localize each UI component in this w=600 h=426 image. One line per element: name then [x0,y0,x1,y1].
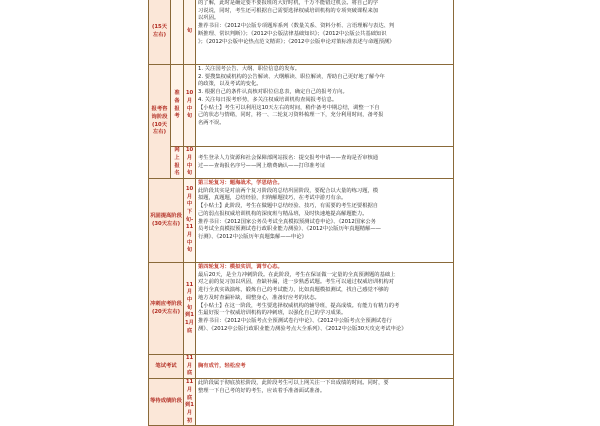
content-line: 此阶段属于彻底放松阶段，此阶段考生可以上网关注一下出成绩的时间。同时，要 [198,380,389,387]
content-line: 的了解，此时是确定要不要报班的大好时机，千万不能错过机会。将自己的学 [198,0,379,6]
time-cell: 10月中下旬-11月中旬 [184,179,196,263]
section-heading: 胸有成竹，轻松应考 [198,362,246,369]
time-cell: 10月中旬 [184,147,196,179]
content-line: 最后20天，是全力冲刺阶段。在此阶段，考生在保证做一定量的全真预测题的基础上 [198,271,396,278]
table-row [149,179,454,263]
study-schedule-table [148,0,454,426]
content-line: 地方及时查漏补缺，调整身心，准备好应考的状态。 [198,294,320,301]
content-line: 拟题，真题题，总结经验，归纳解题技巧，在考试中游刃有余。 [198,195,347,202]
content-line: 3. 根据自己的条件认真核对职位信息表，确定自己的报考方向。 [198,89,348,96]
content-line: 推荐书目：《2012国家公务员考试全真模拟预测试卷申论》、《2012国家公务 [198,218,376,225]
content-line: 测》、《2012中公版行政职业能力测验考点大全系列》、《2012中公版30天攻克考试申论》 [198,325,407,332]
table-row [149,263,454,355]
content-line: 4. 关注每日报考形势，多关注权威培训机构查阅报考信息。 [198,96,338,103]
table-row [149,147,454,179]
content-line: 2. 要搜集权威机构的公告解读、大纲解读、职位解读，帮助自己更好地了解今年 [198,73,385,80]
content-line: 己的状态与情绪，同时，将一、二轮复习资料梳理一下，充分利用时间，备考报 [198,112,384,119]
time-cell: 旬 [184,0,196,65]
content-cell [196,0,454,65]
table-row [149,0,454,65]
content-line: 推荐书目：《2012中公版考点全预测试卷行申论》、《2012中公版考点全预测试卷行 [198,317,392,324]
stage-cell: 笔试考试 [149,355,184,379]
content-line: 此阶段其实是对前两个复习阶段的总结巩固阶段，要配合以大量的练习题，模 [198,187,379,194]
content-cell [196,147,454,179]
content-line: 》；《2012中公版申论热点范文精讲》；《2012中公版申论对策标准表述与命题预测》 [198,38,395,45]
stage-cell: (15天左右) [149,0,171,65]
content-line: 进行全真实战演练，锻炼自己的考试能力，比如真题模拟测试，找自己感觉不够的 [198,287,389,294]
content-line: 推荐书目：《2012中公版专项题库系列（数量关系、资料分析、言语理解与表达、判 [198,23,395,30]
content-line: 1. 关注国考公告、大纲、职位信息的发布。 [198,66,301,72]
time-cell: 10月中旬 [184,65,196,147]
section-heading: 第三轮复习：题海战术，学思结合。 [198,180,283,186]
substage-cell: 准备报考 [171,65,184,147]
content-line: 习说说，同时，考生还可根据自己需要选择权威培训机构的专项突破课程来加 [198,7,379,14]
content-line: 【小贴士】此阶段，考生在做题中总结经验、技巧，有需要的考生还要根据自 [198,203,379,210]
content-line: 生最好报一个权威培训机构的冲刺班，以强化自己的学习成果。 [198,310,347,317]
time-cell: 11月中旬到11月底 [184,263,196,355]
time-cell: 11月底到1月初 [184,379,196,426]
content-line: 己的弱点报权威培训机构的深度班与精品班，及时快速地提高解题能力。 [198,210,368,217]
content-line: 【小贴士】考生可以利用这10天左右的时间，稍作备考中期总结，调整一下自 [198,104,380,111]
content-cell [196,379,454,426]
content-cell [196,355,454,379]
time-cell: 11月底 [184,355,196,379]
content-line: 名两不误。 [198,119,225,126]
content-line: 过——查询报名序号——网上缴费确认——打印准考证 [198,162,326,169]
content-line: 考生登录人力资源和社会保障部网站报名：提交报考申请——查询是否审核通 [198,154,379,161]
content-cell [196,179,454,263]
section-heading: 第四轮复习：模拟实训，调节心态。 [198,264,283,270]
content-line: 整理一下自己考的好的考生，应该着手准备面试准备。 [198,387,326,394]
content-line: 行测》、《2012中公版历年真题集解——申论》 [198,233,307,240]
content-line: 以巩固。 [198,15,220,22]
table-row [149,65,454,147]
stage-cell: 等待成绩阶段 [149,379,184,426]
table-row [149,355,454,379]
content-line: 员考试全真模拟预测试卷行政职业能力测验》、《2012中公版历年真题精解—— [198,226,381,233]
content-line: 【小贴士】在这一阶段，考生要选择权威机构的辅导班，提高成绩。有能力有精力的考 [198,302,400,309]
substage-cell: 网上报名 [171,147,184,179]
content-cell [196,65,454,147]
table-row [149,379,454,426]
stage-cell: 冲刺应考阶段(20天左右) [149,263,184,355]
content-cell [196,263,454,355]
content-line: 的政策，以及考试的变化。 [198,81,262,88]
content-line: 断推理、常识判断）》；《2012中公版法律基础知识》；《2012中公版公共基础知识 [198,30,387,37]
stage-cell: 巩固提高阶段(30天左右) [149,179,184,263]
content-line: 对之前的复习加以巩固，查缺补漏，进一步熟悉试题。考生可以通过权威培训机构对 [198,279,394,286]
substage-cell [171,0,184,65]
stage-cell: 报考咨询阶段(10天左右) [149,65,171,179]
